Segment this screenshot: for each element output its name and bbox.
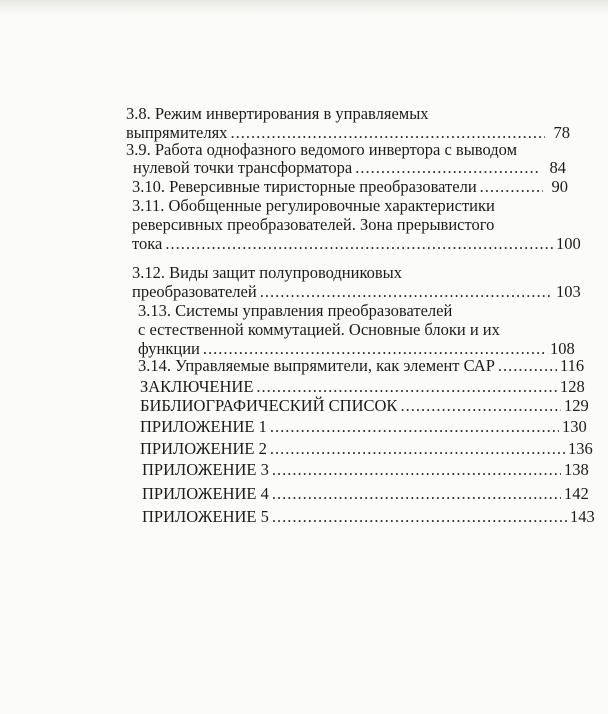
toc-page-number: 138 xyxy=(564,460,589,479)
toc-entry-3-14-title: 3.14. Управляемые выпрямители, как элемент САР xyxy=(138,356,495,375)
toc-entry-3-12-line-2: преобразователей xyxy=(132,282,257,301)
toc-page-number: 116 xyxy=(560,356,585,375)
toc-page-number: 143 xyxy=(570,507,595,526)
toc-entry-appendix-4 xyxy=(142,484,589,504)
toc-leader-dots xyxy=(355,158,541,178)
toc-entry-appendix-4-title: ПРИЛОЖЕНИЕ 4 xyxy=(142,484,269,503)
toc-entry-appendix-3-title: ПРИЛОЖЕНИЕ 3 xyxy=(142,460,269,479)
toc-page-number: 129 xyxy=(564,396,589,415)
toc-entry-conclusion-title: ЗАКЛЮЧЕНИЕ xyxy=(140,377,254,396)
toc-entry-3-13-line-2: с естественной коммутацией. Основные блоки и их xyxy=(138,320,500,339)
toc-page-number: 84 xyxy=(549,158,566,177)
toc-page-number: 136 xyxy=(568,439,593,458)
toc-page-number: 130 xyxy=(562,417,587,436)
toc-entry-3-13-line-1: 3.13. Системы управления преобразователей xyxy=(138,301,453,320)
toc-leader-dots xyxy=(400,396,561,416)
toc-page-number: 108 xyxy=(550,339,575,358)
toc-page-number: 128 xyxy=(560,377,585,396)
toc-leader-dots xyxy=(270,439,565,459)
toc-leader-dots xyxy=(256,377,557,397)
toc-leader-dots xyxy=(480,177,543,197)
toc-page-number: 103 xyxy=(556,282,581,301)
toc-entry-conclusion xyxy=(140,377,585,397)
toc-entry-appendix-5 xyxy=(142,507,595,527)
toc-entry-3-9 xyxy=(133,158,566,178)
toc-entry-3-9-line-2: нулевой точки трансформатора xyxy=(133,158,353,177)
toc-entry-bibliography xyxy=(140,396,589,416)
toc-entry-3-11-line-3: тока xyxy=(132,234,163,253)
toc-leader-dots xyxy=(272,460,561,480)
toc-entry-appendix-1 xyxy=(140,417,587,437)
toc-entry-3-11-line-2: реверсивных преобразователей. Зона прерывистого xyxy=(132,215,495,234)
toc-entry-3-12 xyxy=(132,282,581,302)
toc-entry-3-11-line-1: 3.11. Обобщенные регулировочные характеристики xyxy=(132,196,495,215)
toc-page-number: 78 xyxy=(553,123,570,142)
toc-entry-appendix-2-title: ПРИЛОЖЕНИЕ 2 xyxy=(140,439,267,458)
toc-entry-appendix-3 xyxy=(142,460,589,480)
toc-page-number: 100 xyxy=(556,234,581,253)
toc-leader-dots xyxy=(498,356,557,376)
toc-entry-3-9-line-1: 3.9. Работа однофазного ведомого инвертора с выводом xyxy=(126,140,518,159)
toc-entry-3-8-line-2: выпрямителях xyxy=(126,123,228,142)
toc-leader-dots xyxy=(270,417,559,437)
toc-entry-appendix-1-title: ПРИЛОЖЕНИЕ 1 xyxy=(140,417,267,436)
toc-entry-bibliography-title: БИБЛИОГРАФИЧЕСКИЙ СПИСОК xyxy=(140,396,398,415)
toc-entry-3-10 xyxy=(132,177,568,197)
toc-entry-3-14 xyxy=(138,356,585,376)
toc-entry-3-11 xyxy=(132,234,581,254)
toc-entry-3-10-title: 3.10. Реверсивные тиристорные преобразователи xyxy=(132,177,477,196)
toc-entry-appendix-2 xyxy=(140,439,593,459)
toc-page-number: 90 xyxy=(551,177,568,196)
page-top-edge xyxy=(0,0,608,16)
toc-entry-3-12-line-1: 3.12. Виды защит полупроводниковых xyxy=(132,263,403,282)
toc-leader-dots xyxy=(272,507,567,527)
toc-leader-dots xyxy=(260,282,553,302)
toc-entry-3-8-line-1: 3.8. Режим инвертирования в управляемых xyxy=(126,104,429,123)
toc-page-number: 142 xyxy=(564,484,589,503)
toc-entry-3-13-line-3: функции xyxy=(138,339,200,358)
toc-leader-dots xyxy=(272,484,561,504)
toc-entry-appendix-5-title: ПРИЛОЖЕНИЕ 5 xyxy=(142,507,269,526)
toc-leader-dots xyxy=(165,234,553,254)
